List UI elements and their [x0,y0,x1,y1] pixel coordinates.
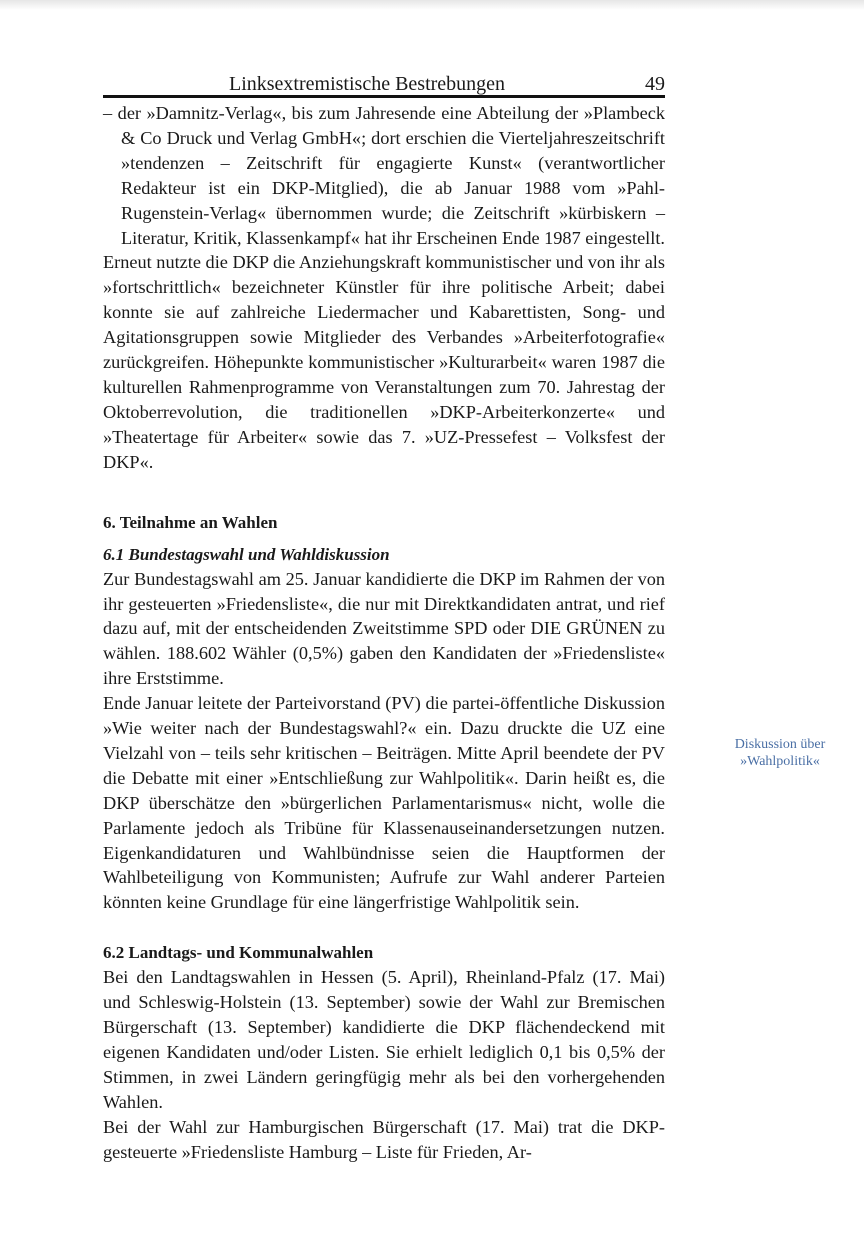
hamburg-paragraph: Bei der Wahl zur Hamburgischen Bürgerschaft (17. Mai) trat die DKP-gesteuerte »Friedensliste Hamburg – Liste für Frieden, Ar- [103,1116,665,1162]
wahldiskussion-paragraph: Ende Januar leitete der Parteivorstand (PV) die partei-öffentliche Diskussion »Wie weiter nach der Bundestagswahl?« ein. Dazu druckte die UZ eine Vielzahl von – teils sehr kritischen – Beiträgen. Mitte April beendete der PV die Debatte mit einer »Entschließung zur Wahlpolitik«. Darin heißt es, die DKP überschätze den »bürgerlichen Parlamentarismus« nicht, wolle die Parlamente jedoch als Tribüne für Klassenauseinandersetzungen nutzen. Eigenkandidaturen und Wahlbündnisse seien die Hauptformen der Wahlbeteiligung von Kommunisten; Aufrufe zur Wahl anderer Parteien könnten keine Grundlage für eine längerfristige Wahlpolitik sein. [103,693,665,913]
subsection-heading-landtagswahlen: 6.2 Landtags- und Kommunalwahlen [103,943,374,963]
running-title: Linksextremistische Bestrebungen [229,73,506,95]
margin-note-line: Diskussion über [734,737,826,752]
margin-note-line: »Wahlpolitik« [740,754,820,769]
margin-note [700,736,860,770]
scan-edge-shade [0,0,864,10]
page-number: 49 [645,73,665,95]
main-text [103,101,665,1165]
list-item-text: der »Damnitz-Verlag«, bis zum Jahresende eine Abteilung der »Plambeck & Co Druck und Verlag GmbH«; dort erschien die Vierteljahreszeitschrift »tendenzen – Zeitschrift für engagierte Kunst« (verantwortlicher Redakteur ist ein DKP-Mitglied), die ab Januar 1988 vom »Pahl-Rugenstein-Verlag« übernommen wurde; die Zeitschrift »kürbiskern – Literatur, Kritik, Klassenkampf« hat ihr Erscheinen Ende 1987 eingestellt. [117,103,665,248]
list-item-damnitz-verlag: – der »Damnitz-Verlag«, bis zum Jahresende eine Abteilung der »Plambeck & Co Druck und Verlag GmbH«; dort erschien die Vierteljahreszeitschrift »tendenzen – Zeitschrift für engagierte Kunst« (verantwortlicher Redakteur ist ein DKP-Mitglied), die ab Januar 1988 vom »Pahl-Rugenstein-Verlag« übernommen wurde; die Zeitschrift »kürbiskern – Literatur, Kritik, Klassenkampf« hat ihr Erscheinen Ende 1987 eingestellt. [103,103,665,248]
culture-paragraph: Erneut nutzte die DKP die Anziehungskraft kommunistischer und von ihr als »fortschrittlich« bezeichneter Künstler für ihre politische Arbeit; dabei konnte sie auf zahlreiche Liedermacher und Kabarettisten, Song- und Agitationsgruppen sowie Mitglieder des Verbandes »Arbeiterfotografie« zurückgreifen. Höhepunkte kommunistischer »Kulturarbeit« waren 1987 die kulturellen Rahmenprogramme von Veranstaltungen zum 70. Jahrestag der Oktoberrevolution, die traditionellen »DKP-Arbeiterkonzerte« und »Theatertage für Arbeiter« sowie das 7. »UZ-Pressefest – Volksfest der DKP«. [103,252,665,472]
header-rule [103,95,665,98]
landtagswahlen-paragraph: Bei den Landtagswahlen in Hessen (5. April), Rheinland-Pfalz (17. Mai) und Schleswig-Holstein (13. September) sowie der Wahl zur Bremischen Bürgerschaft (13. September) kandidierte die DKP flächendeckend mit eigenen Kandidaten und/oder Listen. Sie erhielt lediglich 0,1 bis 0,5% der Stimmen, in zwei Ländern geringfügig mehr als bei den vorhergehenden Wahlen. [103,967,665,1112]
subsection-heading-bundestagswahl: 6.1 Bundestagswahl und Wahldiskussion [103,544,390,564]
page-header [103,72,665,96]
bundestagswahl-paragraph: Zur Bundestagswahl am 25. Januar kandidierte die DKP im Rahmen der von ihr gesteuerten »Friedensliste«, die nur mit Direktkandidaten antrat, und rief dazu auf, mit der entscheidenden Zweitstimme SPD oder DIE GRÜNEN zu wählen. 188.602 Wähler (0,5%) gaben den Kandidaten der »Friedensliste« ihre Erststimme. [103,568,665,689]
section-heading-elections: 6. Teilnahme an Wahlen [103,512,278,532]
